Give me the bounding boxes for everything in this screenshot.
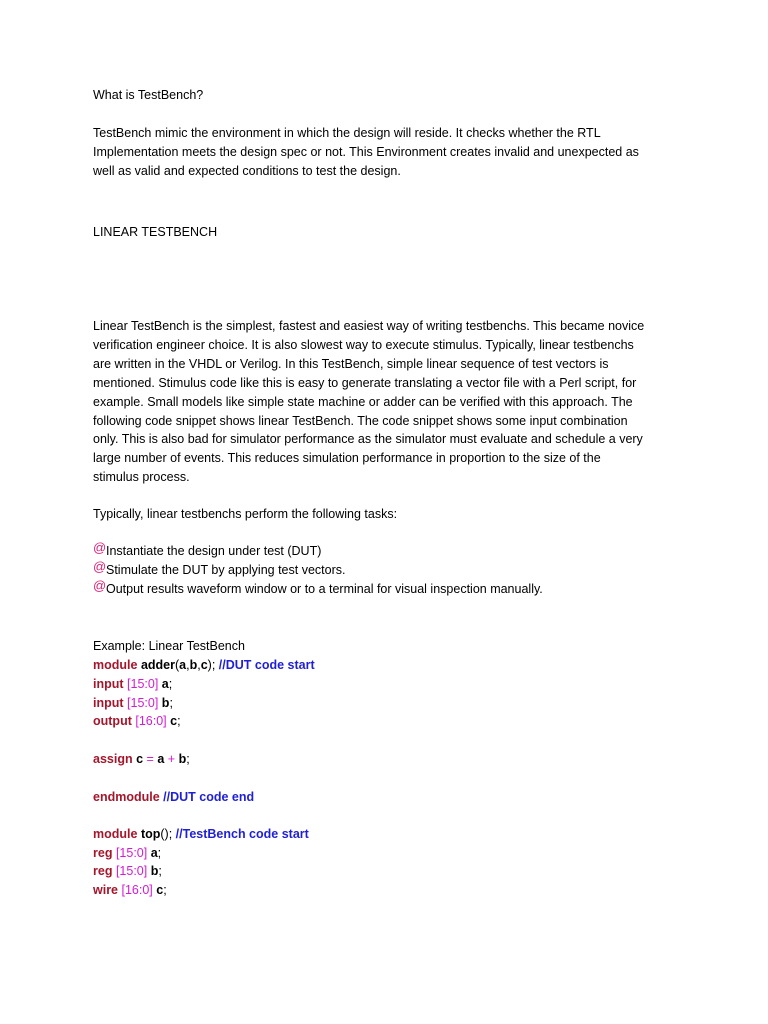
- linear-line: stimulus process.: [93, 470, 190, 485]
- code-punct: ;: [169, 696, 173, 710]
- code-line: [93, 862, 162, 881]
- code-line: [93, 788, 254, 807]
- at-bullet-icon: @: [93, 540, 107, 555]
- code-ident: b: [161, 696, 170, 710]
- code-range: [16:0]: [121, 883, 153, 897]
- linear-line: large number of events. This reduces simulation performance in proportion to the size of the: [93, 451, 601, 466]
- code-keyword: module: [93, 827, 138, 841]
- code-line: [93, 844, 161, 863]
- code-punct: ;: [158, 864, 162, 878]
- code-range: [16:0]: [135, 714, 167, 728]
- task-text: Instantiate the design under test (DUT): [106, 544, 322, 558]
- list-item: [93, 542, 673, 561]
- linear-paragraph: [93, 317, 673, 487]
- code-operator: +: [167, 752, 176, 766]
- code-ident: c: [136, 752, 144, 766]
- list-item: [93, 558, 673, 580]
- code-keyword: input: [93, 677, 124, 691]
- linear-line: Linear TestBench is the simplest, fastest and easiest way of writing testbenchs. This became novice: [93, 319, 645, 333]
- code-punct: ,: [197, 658, 201, 672]
- code-line: [93, 750, 190, 769]
- intro-line: well as valid and expected conditions to test the design.: [93, 163, 401, 178]
- code-keyword: reg: [93, 846, 113, 860]
- code-ident: a: [161, 677, 169, 691]
- code-ident: c: [170, 714, 178, 728]
- intro-line: TestBench mimic the environment in which the design will reside. It checks whether the RTL: [93, 126, 601, 140]
- intro-line: Implementation meets the design spec or not. This Environment creates invalid and unexpected as: [93, 144, 639, 159]
- heading-what-is-testbench: What is TestBench?: [93, 88, 204, 102]
- code-ident: c: [156, 883, 164, 897]
- code-ident: a: [150, 846, 158, 860]
- code-range: [15:0]: [127, 696, 159, 710]
- code-punct: ,: [186, 658, 190, 672]
- at-bullet-icon: @: [93, 558, 107, 574]
- code-comment: //TestBench code start: [172, 827, 309, 841]
- code-comment: //DUT code start: [215, 658, 315, 672]
- code-line: [93, 825, 309, 844]
- code-punct: ;: [163, 883, 167, 897]
- code-module-name: top: [140, 827, 161, 841]
- linear-line: only. This is also bad for simulator performance as the simulator must evaluate and schedule a very: [93, 432, 643, 447]
- code-punct: );: [207, 658, 216, 672]
- task-text: Output results waveform window or to a terminal for visual inspection manually.: [106, 581, 543, 596]
- code-punct: ;: [157, 846, 162, 860]
- code-line: [93, 712, 181, 731]
- code-punct: ;: [177, 714, 181, 728]
- code-line: [93, 656, 315, 675]
- code-keyword: assign: [93, 752, 133, 766]
- code-punct: ;: [186, 752, 190, 766]
- code-line: [93, 694, 173, 713]
- code-keyword: module: [93, 658, 138, 672]
- code-punct: ;: [168, 677, 173, 691]
- code-keyword: endmodule: [93, 790, 160, 804]
- intro-paragraph: [93, 124, 673, 181]
- code-ident: b: [189, 658, 198, 672]
- code-operator: =: [146, 752, 154, 766]
- code-range: [15:0]: [115, 846, 148, 860]
- code-keyword: input: [93, 696, 124, 710]
- code-line: [93, 675, 172, 694]
- code-keyword: wire: [93, 883, 119, 897]
- code-keyword: output: [93, 714, 132, 728]
- code-module-name: adder: [140, 658, 175, 672]
- code-ident: c: [200, 658, 208, 672]
- code-line: [93, 881, 167, 900]
- code-ident: b: [178, 752, 187, 766]
- list-item: [93, 577, 673, 599]
- code-ident: a: [179, 658, 187, 672]
- code-comment: //DUT code end: [159, 790, 255, 804]
- tasks-intro: Typically, linear testbenchs perform the following tasks:: [93, 507, 398, 521]
- task-text: Stimulate the DUT by applying test vectors.: [106, 562, 346, 577]
- linear-line: verification engineer choice. It is also slowest way to execute stimulus. Typically, linear testbenchs: [93, 337, 634, 352]
- code-punct: (: [174, 658, 180, 672]
- code-range: [15:0]: [127, 677, 159, 691]
- code-ident: a: [157, 752, 165, 766]
- heading-linear-testbench: LINEAR TESTBENCH: [93, 225, 218, 239]
- linear-line: example. Small models like simple state machine or adder can be verified with this approach. The: [93, 394, 633, 409]
- linear-line: are written in the VHDL or Verilog. In this TestBench, simple linear sequence of test vectors is: [93, 356, 609, 371]
- at-bullet-icon: @: [93, 577, 107, 593]
- code-range: [15:0]: [115, 864, 148, 878]
- example-label: Example: Linear TestBench: [93, 639, 245, 653]
- linear-line: following code snippet shows linear TestBench. The code snippet shows some input combination: [93, 413, 628, 428]
- code-punct: ();: [160, 827, 173, 841]
- code-ident: b: [150, 864, 159, 878]
- linear-line: mentioned. Stimulus code like this is easy to generate translating a vector file with a Perl script, for: [93, 375, 637, 390]
- task-list: [93, 542, 673, 599]
- code-keyword: reg: [93, 864, 113, 878]
